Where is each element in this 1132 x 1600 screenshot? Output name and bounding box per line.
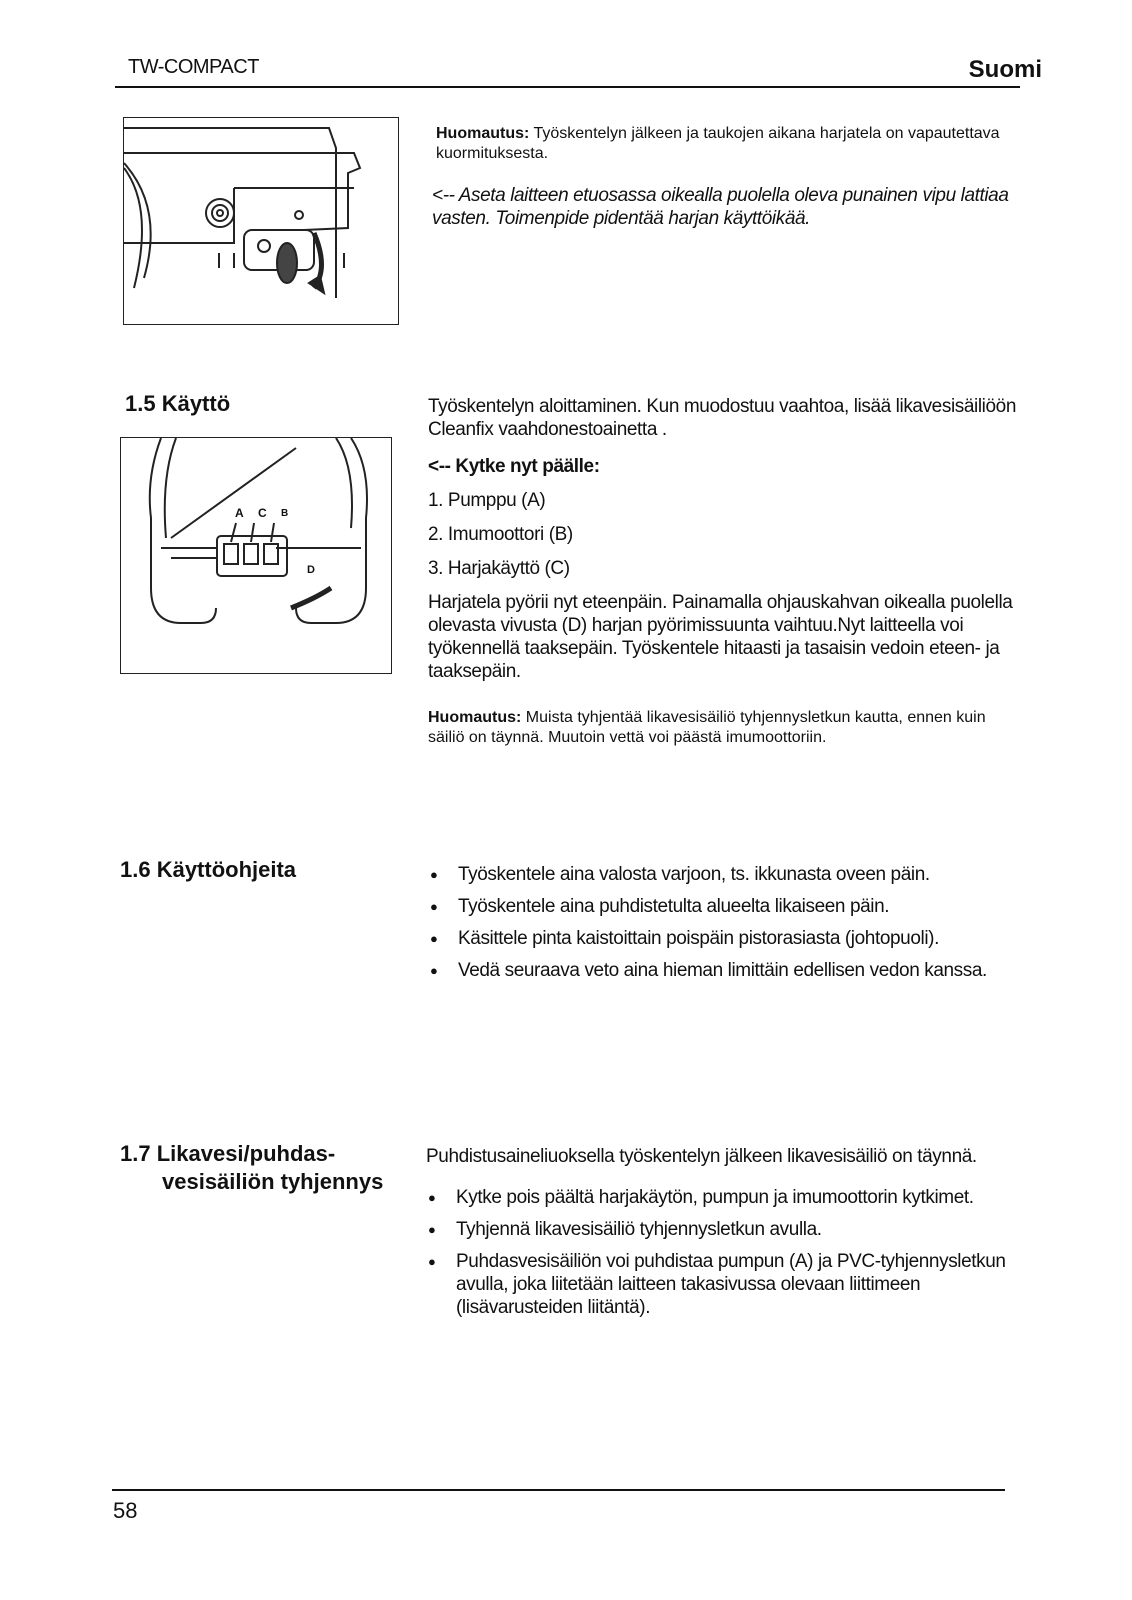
start-text: Työskentelyn aloittaminen. Kun muodostuu vaahtoa, lisää likavesisäiliöön Cleanfix vaahdonestoainetta . bbox=[428, 396, 1017, 440]
note-label: Huomautus: bbox=[436, 125, 530, 142]
label-b: B bbox=[281, 508, 289, 519]
intro-note bbox=[436, 124, 1022, 164]
section-1-5-body bbox=[428, 395, 1020, 694]
note-label: Huomautus: bbox=[428, 709, 522, 726]
section-heading-1-7 bbox=[120, 1140, 390, 1196]
section-1-5-note bbox=[428, 708, 1014, 748]
label-c: C bbox=[258, 506, 267, 520]
section-1-7-body bbox=[426, 1145, 1012, 1328]
usage-tips-list bbox=[428, 863, 1018, 991]
label-a: A bbox=[235, 506, 244, 520]
emptying-steps-list bbox=[426, 1186, 1012, 1319]
control-panel-illustration bbox=[120, 437, 392, 674]
section-heading-1-6: 1.6 Käyttöohjeita bbox=[120, 857, 297, 882]
note-text: Muista tyhjentää likavesisäiliö tyhjennysletkun kautta, ennen kuin säiliö on täynnä. Muutoin vettä voi päästä imumoottoriin. bbox=[428, 709, 986, 746]
list-item: ● Työskentele aina valosta varjoon, ts. ikkunasta oveen päin. bbox=[428, 863, 1018, 886]
list-item: ● Kytke pois päältä harjakäytön, pumpun ja imumoottorin kytkimet. bbox=[426, 1186, 1012, 1209]
step-2: 2. Imumoottori (B) bbox=[428, 524, 573, 545]
page-number: 58 bbox=[113, 1498, 138, 1523]
step-1: 1. Pumppu (A) bbox=[428, 490, 546, 511]
list-item: ● Käsittele pinta kaistoittain poispäin pistorasiasta (johtopuoli). bbox=[428, 927, 1018, 950]
note-text: Työskentelyn jälkeen ja taukojen aikana harjatela on vapautettava kuormituksesta. bbox=[436, 125, 1000, 162]
document-title: TW-COMPACT bbox=[128, 56, 259, 78]
intro-instruction: <-- Aseta laitteen etuosassa oikealla puolella oleva punainen vipu lattiaa vasten. Toimenpide pidentää harjan käyttöikää. bbox=[432, 185, 1009, 229]
list-item: ● Puhdasvesisäiliön voi puhdistaa pumpun (A) ja PVC-tyhjennysletkun avulla, joka liitetään laitteen takasivussa olevaan liittimeen (lisävarusteiden liitäntä). bbox=[426, 1250, 1012, 1319]
heading-text: 1.7 Likavesi/puhdas-vesisäiliön tyhjennys bbox=[120, 1141, 384, 1194]
operation-text: Harjatela pyörii nyt eteenpäin. Painamalla ohjauskahvan oikealla puolella olevasta vivusta (D) harjan pyörimissuunta vaihtuu.Nyt laitteella voi työkennellä taaksepäin. Työskentele hitaasti ja tasaisin vedoin eteen- ja taaksepäin. bbox=[428, 592, 1013, 682]
emptying-intro: Puhdistusaineliuoksella työskentelyn jälkeen likavesisäiliö on täynnä. bbox=[426, 1146, 977, 1167]
footer-rule bbox=[112, 1489, 1005, 1491]
step-3: 3. Harjakäyttö (C) bbox=[428, 558, 570, 579]
label-d: D bbox=[307, 564, 315, 576]
list-item: ● Työskentele aina puhdistetulta alueelta likaiseen päin. bbox=[428, 895, 1018, 918]
language-label: Suomi bbox=[968, 56, 1042, 83]
list-item: ● Tyhjennä likavesisäiliö tyhjennysletkun avulla. bbox=[426, 1218, 1012, 1241]
header-rule bbox=[115, 86, 1020, 88]
brush-lever-illustration bbox=[123, 117, 399, 325]
list-item: ● Vedä seuraava veto aina hieman limittäin edellisen vedon kanssa. bbox=[428, 959, 1018, 982]
section-heading-1-5: 1.5 Käyttö bbox=[125, 391, 231, 416]
switch-on-heading: <-- Kytke nyt päälle: bbox=[428, 456, 600, 477]
